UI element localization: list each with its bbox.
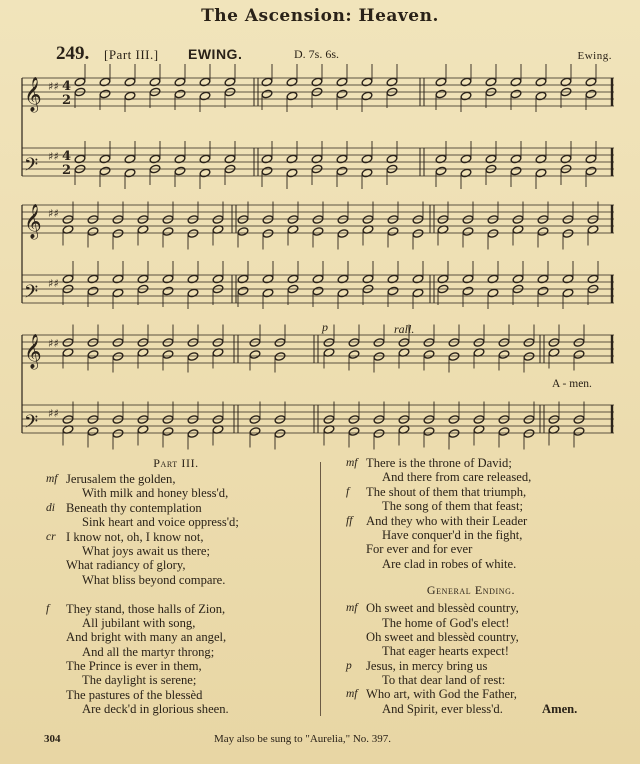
left-verse-line bbox=[46, 673, 316, 687]
note-head bbox=[548, 338, 560, 348]
note-head bbox=[187, 229, 199, 239]
note-head bbox=[573, 415, 585, 425]
dynamic-marking: cr bbox=[46, 530, 56, 543]
note-head bbox=[62, 215, 74, 225]
left-verse-line bbox=[46, 472, 316, 486]
note-head bbox=[523, 338, 535, 348]
verse-text: Oh sweet and blessèd country, bbox=[366, 629, 519, 644]
note-head bbox=[174, 166, 186, 176]
note-head bbox=[249, 427, 261, 437]
note-head bbox=[398, 338, 410, 348]
composer: Ewing. bbox=[577, 50, 612, 62]
note-head bbox=[261, 89, 273, 99]
ending-verse-line bbox=[346, 630, 626, 644]
verse-text: That eager hearts expect! bbox=[382, 644, 509, 659]
marking-piano: p bbox=[322, 320, 328, 334]
note-head bbox=[537, 227, 549, 237]
verse-text: The pastures of the blessèd bbox=[66, 687, 203, 702]
dynamic-marking: ff bbox=[346, 514, 353, 527]
note-head bbox=[523, 429, 535, 439]
right-verse-line bbox=[346, 514, 626, 528]
note-head bbox=[62, 415, 74, 425]
verse-text: The daylight is serene; bbox=[82, 673, 197, 688]
ending-verse-line bbox=[346, 601, 626, 615]
ending-verse-line bbox=[346, 673, 626, 687]
note-head bbox=[336, 166, 348, 176]
note-head bbox=[462, 227, 474, 237]
right-verse-line bbox=[346, 456, 626, 470]
dynamic-marking: mf bbox=[346, 602, 358, 615]
note-head bbox=[523, 415, 535, 425]
note-head bbox=[112, 338, 124, 348]
dynamic-marking: mf bbox=[346, 457, 358, 469]
note-head bbox=[99, 89, 111, 99]
verse-text: Oh sweet and blessèd country, bbox=[366, 601, 519, 616]
verse-text: There is the throne of David; bbox=[366, 456, 512, 470]
verse-column-left bbox=[46, 456, 316, 717]
note-head bbox=[498, 350, 510, 360]
note-head bbox=[249, 350, 261, 360]
note-head bbox=[312, 286, 324, 296]
left-verse-line bbox=[46, 573, 316, 587]
right-verse-line bbox=[346, 485, 626, 499]
ending-verse-line bbox=[346, 659, 626, 673]
note-head bbox=[448, 415, 460, 425]
note-head bbox=[112, 429, 124, 439]
verse-text: The shout of them that triumph, bbox=[366, 484, 527, 499]
note-head bbox=[162, 350, 174, 360]
note-head bbox=[337, 215, 349, 225]
note-head bbox=[187, 215, 199, 225]
verse-text: All jubilant with song, bbox=[82, 615, 196, 630]
note-head bbox=[435, 89, 447, 99]
ending-verse-line bbox=[346, 616, 626, 630]
verse-text: Have conquer'd in the fight, bbox=[382, 527, 523, 542]
note-head bbox=[348, 427, 360, 437]
note-head bbox=[510, 166, 522, 176]
note-head bbox=[162, 286, 174, 296]
dynamic-marking: di bbox=[46, 501, 55, 514]
key-signature: ♯♯ bbox=[48, 207, 59, 220]
note-head bbox=[274, 415, 286, 425]
note-head bbox=[437, 215, 449, 225]
right-verse-line bbox=[346, 470, 626, 484]
note-head bbox=[262, 215, 274, 225]
note-head bbox=[187, 415, 199, 425]
note-head bbox=[423, 427, 435, 437]
verse-text: Sink heart and voice oppress'd; bbox=[82, 515, 239, 530]
left-verse-line bbox=[46, 587, 316, 601]
bass-clef-icon: 𝄢 bbox=[24, 155, 39, 180]
note-head bbox=[323, 338, 335, 348]
verse-text: Are deck'd in glorious sheen. bbox=[82, 702, 229, 717]
verse-text: Are clad in robes of white. bbox=[382, 556, 517, 571]
verse-text: And there from care released, bbox=[382, 470, 532, 485]
note-head bbox=[573, 338, 585, 348]
time-signature: 2 bbox=[62, 93, 72, 108]
note-head bbox=[387, 215, 399, 225]
note-head bbox=[174, 89, 186, 99]
note-head bbox=[336, 89, 348, 99]
note-head bbox=[423, 338, 435, 348]
note-head bbox=[348, 415, 360, 425]
note-head bbox=[462, 215, 474, 225]
footer-note: May also be sung to "Aurelia," No. 397. bbox=[214, 733, 392, 745]
verse-text: Beneath thy contemplation bbox=[66, 500, 202, 515]
note-head bbox=[274, 429, 286, 439]
left-verse-line bbox=[46, 688, 316, 702]
dynamic-marking: p bbox=[346, 659, 352, 672]
treble-clef-icon: 𝄞 bbox=[24, 77, 42, 112]
note-head bbox=[423, 415, 435, 425]
note-head bbox=[62, 338, 74, 348]
right-verse-line bbox=[346, 528, 626, 542]
note-head bbox=[87, 427, 99, 437]
note-head bbox=[373, 352, 385, 362]
note-head bbox=[348, 350, 360, 360]
note-head bbox=[462, 286, 474, 296]
note-head bbox=[137, 215, 149, 225]
note-head bbox=[537, 215, 549, 225]
verse-text: What bliss beyond compare. bbox=[82, 572, 226, 587]
key-signature: ♯♯ bbox=[48, 337, 59, 350]
right-verse-line bbox=[346, 499, 626, 513]
treble-clef-icon: 𝄞 bbox=[24, 204, 42, 239]
page-title: The Ascension: Heaven. bbox=[201, 6, 439, 26]
note-head bbox=[498, 427, 510, 437]
key-signature: ♯♯ bbox=[48, 150, 59, 163]
key-signature: ♯♯ bbox=[48, 80, 59, 93]
note-head bbox=[87, 338, 99, 348]
note-head bbox=[537, 286, 549, 296]
spacer bbox=[346, 571, 626, 583]
note-head bbox=[99, 166, 111, 176]
note-head bbox=[562, 229, 574, 239]
right-verse-line bbox=[346, 542, 626, 556]
verse-text: The home of God's elect! bbox=[382, 615, 510, 630]
note-head bbox=[412, 229, 424, 239]
verse-text: To that dear land of rest: bbox=[382, 673, 506, 688]
note-head bbox=[373, 338, 385, 348]
left-verse-line bbox=[46, 616, 316, 630]
hymn-number: 249. bbox=[56, 43, 90, 64]
note-head bbox=[87, 350, 99, 360]
note-head bbox=[87, 286, 99, 296]
note-head bbox=[448, 352, 460, 362]
left-verse-line bbox=[46, 558, 316, 572]
note-head bbox=[487, 229, 499, 239]
ending-verse-line bbox=[346, 702, 626, 716]
note-head bbox=[398, 415, 410, 425]
dynamic-marking: f bbox=[346, 485, 350, 498]
left-verse-line bbox=[46, 501, 316, 515]
verse-text: Jerusalem the golden, bbox=[66, 472, 176, 486]
note-head bbox=[587, 215, 599, 225]
marking-rall: rall. bbox=[394, 322, 415, 336]
right-verse-line bbox=[346, 557, 626, 571]
note-head bbox=[373, 415, 385, 425]
note-head bbox=[387, 286, 399, 296]
page-number: 304 bbox=[44, 733, 61, 745]
note-head bbox=[162, 215, 174, 225]
note-head bbox=[87, 227, 99, 237]
note-head bbox=[337, 229, 349, 239]
note-head bbox=[585, 89, 597, 99]
note-head bbox=[112, 215, 124, 225]
note-head bbox=[435, 166, 447, 176]
time-signature: 4 bbox=[62, 79, 72, 94]
note-head bbox=[423, 350, 435, 360]
note-head bbox=[112, 352, 124, 362]
note-head bbox=[362, 215, 374, 225]
note-head bbox=[448, 429, 460, 439]
note-head bbox=[237, 215, 249, 225]
verse-text: With milk and honey bless'd, bbox=[82, 486, 229, 501]
marking-amen: A - men. bbox=[552, 378, 592, 390]
ending-heading: General Ending. bbox=[426, 583, 516, 598]
note-head bbox=[312, 227, 324, 237]
note-head bbox=[562, 215, 574, 225]
left-verse-line bbox=[46, 645, 316, 659]
meter: D. 7s. 6s. bbox=[294, 47, 340, 61]
verse-text: Who art, with God the Father, bbox=[366, 687, 517, 702]
key-signature: ♯♯ bbox=[48, 277, 59, 290]
bass-clef-icon: 𝄢 bbox=[24, 412, 39, 437]
note-head bbox=[137, 338, 149, 348]
note-head bbox=[137, 415, 149, 425]
note-head bbox=[237, 286, 249, 296]
note-head bbox=[448, 338, 460, 348]
note-head bbox=[249, 415, 261, 425]
key-signature: ♯♯ bbox=[48, 407, 59, 420]
hymn-part: [Part III.] bbox=[104, 47, 159, 62]
note-head bbox=[473, 415, 485, 425]
verse-text: For ever and for ever bbox=[366, 542, 473, 557]
dynamic-marking: f bbox=[46, 602, 50, 615]
note-head bbox=[274, 338, 286, 348]
note-head bbox=[473, 338, 485, 348]
note-head bbox=[249, 338, 261, 348]
left-verse-line bbox=[46, 486, 316, 500]
note-head bbox=[112, 229, 124, 239]
note-head bbox=[312, 215, 324, 225]
verse-text: The Prince is ever in them, bbox=[66, 659, 202, 674]
note-head bbox=[162, 227, 174, 237]
dynamic-marking: mf bbox=[346, 688, 358, 701]
note-head bbox=[112, 415, 124, 425]
verse-column-right bbox=[346, 456, 626, 716]
tune-name: EWING. bbox=[188, 46, 243, 62]
left-verse-line bbox=[46, 630, 316, 644]
note-head bbox=[373, 429, 385, 439]
part-heading: Part III. bbox=[153, 456, 199, 470]
note-head bbox=[87, 215, 99, 225]
time-signature: 4 bbox=[62, 149, 72, 164]
note-head bbox=[412, 215, 424, 225]
note-head bbox=[498, 415, 510, 425]
verse-text: And bright with many an angel, bbox=[66, 630, 227, 645]
note-head bbox=[548, 415, 560, 425]
note-head bbox=[573, 350, 585, 360]
verse-text: The song of them that feast; bbox=[382, 499, 523, 514]
note-head bbox=[487, 215, 499, 225]
note-head bbox=[573, 427, 585, 437]
note-head bbox=[87, 415, 99, 425]
left-verse-line bbox=[46, 602, 316, 616]
note-head bbox=[510, 89, 522, 99]
note-head bbox=[512, 215, 524, 225]
verse-text: What joys await us there; bbox=[82, 543, 210, 558]
verse-text: What radiancy of glory, bbox=[66, 558, 186, 573]
left-verse-line bbox=[46, 530, 316, 544]
note-head bbox=[162, 415, 174, 425]
dynamic-marking: mf bbox=[46, 473, 58, 485]
note-head bbox=[387, 227, 399, 237]
amen-text: Amen. bbox=[542, 701, 578, 716]
note-head bbox=[498, 338, 510, 348]
note-head bbox=[274, 352, 286, 362]
note-head bbox=[162, 338, 174, 348]
verse-text: I know not, oh, I know not, bbox=[66, 529, 204, 544]
verse-text: And all the martyr throng; bbox=[82, 644, 215, 659]
note-head bbox=[187, 429, 199, 439]
treble-clef-icon: 𝄞 bbox=[24, 334, 42, 369]
note-head bbox=[187, 338, 199, 348]
note-head bbox=[323, 415, 335, 425]
ending-verse-line bbox=[346, 644, 626, 658]
bass-clef-icon: 𝄢 bbox=[24, 282, 39, 307]
note-head bbox=[212, 215, 224, 225]
note-head bbox=[287, 215, 299, 225]
note-head bbox=[348, 338, 360, 348]
time-signature: 2 bbox=[62, 163, 72, 178]
note-head bbox=[237, 227, 249, 237]
column-divider bbox=[320, 462, 321, 716]
verse-text: Jesus, in mercy bring us bbox=[366, 658, 488, 673]
verse-text: And Spirit, ever bless'd. bbox=[382, 701, 503, 716]
left-verse-line bbox=[46, 659, 316, 673]
left-verse-line bbox=[46, 515, 316, 529]
note-head bbox=[261, 166, 273, 176]
verse-text: They stand, those halls of Zion, bbox=[66, 601, 226, 616]
note-head bbox=[262, 229, 274, 239]
left-verse-line bbox=[46, 544, 316, 558]
note-head bbox=[162, 427, 174, 437]
ending-verse-line bbox=[346, 687, 626, 701]
note-head bbox=[523, 352, 535, 362]
note-head bbox=[212, 415, 224, 425]
note-head bbox=[187, 352, 199, 362]
note-head bbox=[585, 166, 597, 176]
left-verse-line bbox=[46, 702, 316, 716]
verse-text: And they who with their Leader bbox=[366, 513, 528, 528]
note-head bbox=[212, 338, 224, 348]
